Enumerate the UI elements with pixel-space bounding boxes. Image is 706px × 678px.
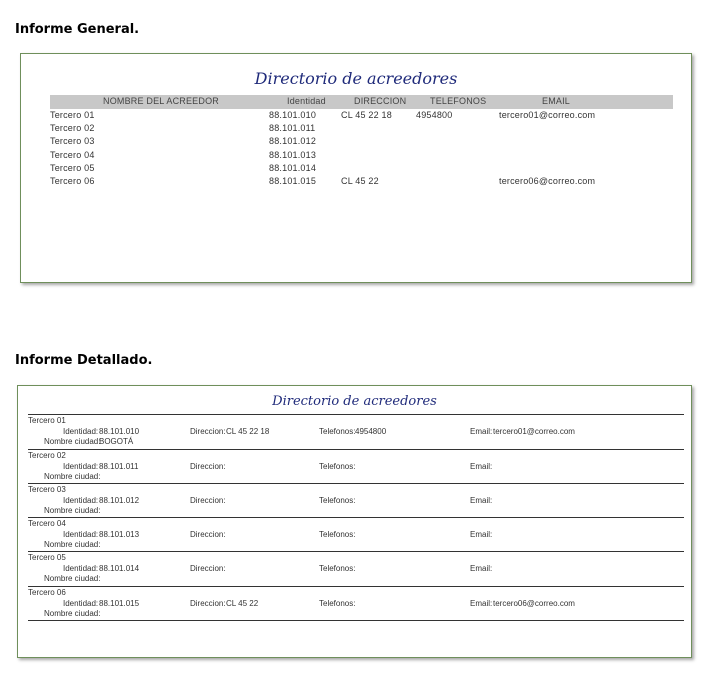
cell-phone: 4954800 — [416, 110, 453, 120]
email-label: Email: — [470, 599, 493, 608]
record-name: Tercero 01 — [28, 416, 66, 425]
cell-email: tercero06@correo.com — [499, 176, 596, 186]
identity-value: 88.101.014 — [99, 564, 140, 573]
cell-id: 88.101.012 — [269, 136, 317, 147]
address-label: Direccion: — [190, 530, 226, 539]
general-table-header — [50, 95, 673, 109]
column-header-phones: TELEFONOS — [430, 96, 487, 106]
cell-name: Tercero 04 — [50, 149, 95, 160]
table-row — [21, 176, 691, 189]
detail-record — [28, 483, 684, 518]
cell-name: Tercero 05 — [50, 162, 95, 173]
identity-label: Identidad: — [63, 599, 99, 608]
record-name: Tercero 06 — [28, 588, 66, 597]
record-name: Tercero 05 — [28, 553, 66, 562]
phone-value: 4954800 — [355, 427, 387, 436]
detail-report-heading: Directorio de acreedores — [272, 394, 437, 409]
address-label: Direccion: — [190, 462, 226, 471]
city-label: Nombre ciudad: — [44, 574, 101, 583]
email-label: Email: — [470, 496, 493, 505]
detail-record — [28, 517, 684, 552]
phone-label: Telefonos: — [319, 462, 356, 471]
cell-id: 88.101.011 — [269, 123, 316, 134]
cell-address: CL 45 22 — [341, 176, 379, 186]
cell-name: Tercero 06 — [50, 176, 95, 186]
address-value: CL 45 22 — [226, 599, 259, 608]
column-header-email: EMAIL — [542, 96, 571, 106]
address-label: Direccion: — [190, 427, 226, 436]
column-header-name: NOMBRE DEL ACREEDOR — [103, 96, 219, 106]
cell-id: 88.101.015 — [269, 176, 317, 186]
city-value: BOGOTÁ — [99, 437, 134, 446]
address-label: Direccion: — [190, 496, 226, 505]
general-report — [20, 53, 692, 283]
address-value: CL 45 22 18 — [226, 427, 270, 436]
email-label: Email: — [470, 462, 493, 471]
detail-bottom-rule — [28, 620, 684, 621]
detail-record — [28, 551, 684, 586]
column-header-identity: Identidad — [287, 96, 326, 106]
identity-label: Identidad: — [63, 496, 99, 505]
general-report-heading: Directorio de acreedores — [254, 69, 458, 88]
email-label: Email: — [470, 564, 493, 573]
cell-id: 88.101.010 — [269, 110, 317, 120]
detail-report — [17, 385, 692, 658]
detail-record — [28, 414, 684, 449]
identity-value: 88.101.015 — [99, 599, 140, 608]
detail-record — [28, 449, 684, 484]
general-report-title: Informe General. — [15, 22, 140, 37]
city-label: Nombre ciudad: — [44, 472, 101, 481]
table-row — [21, 123, 691, 136]
identity-label: Identidad: — [63, 530, 99, 539]
cell-name: Tercero 02 — [50, 123, 95, 134]
detail-report-title: Informe Detallado. — [15, 353, 153, 368]
record-name: Tercero 03 — [28, 485, 66, 494]
identity-value: 88.101.010 — [99, 427, 140, 436]
cell-id: 88.101.013 — [269, 149, 317, 160]
city-label: Nombre ciudad: — [44, 609, 101, 618]
column-header-address: DIRECCION — [354, 96, 407, 106]
phone-label: Telefonos: — [319, 599, 356, 608]
city-label: Nombre ciudad: — [44, 540, 101, 549]
table-row — [21, 110, 691, 123]
phone-label: Telefonos: — [319, 427, 356, 436]
cell-id: 88.101.014 — [269, 162, 317, 173]
identity-value: 88.101.011 — [99, 462, 139, 471]
table-row — [21, 163, 691, 176]
table-row — [21, 136, 691, 149]
cell-name: Tercero 01 — [50, 110, 95, 120]
phone-label: Telefonos: — [319, 496, 356, 505]
identity-label: Identidad: — [63, 462, 99, 471]
email-label: Email: — [470, 530, 493, 539]
city-label: Nombre ciudad: — [44, 437, 101, 446]
city-label: Nombre ciudad: — [44, 506, 101, 515]
identity-label: Identidad: — [63, 564, 99, 573]
record-name: Tercero 02 — [28, 451, 66, 460]
cell-name: Tercero 03 — [50, 136, 95, 147]
detail-record — [28, 586, 684, 621]
address-label: Direccion: — [190, 564, 226, 573]
identity-label: Identidad: — [63, 427, 99, 436]
email-label: Email: — [470, 427, 493, 436]
email-value: tercero01@correo.com — [493, 427, 575, 436]
record-name: Tercero 04 — [28, 519, 66, 528]
phone-label: Telefonos: — [319, 530, 356, 539]
cell-address: CL 45 22 18 — [341, 110, 392, 120]
table-row — [21, 150, 691, 163]
email-value: tercero06@correo.com — [493, 599, 575, 608]
phone-label: Telefonos: — [319, 564, 356, 573]
identity-value: 88.101.012 — [99, 496, 140, 505]
identity-value: 88.101.013 — [99, 530, 140, 539]
address-label: Direccion: — [190, 599, 226, 608]
cell-email: tercero01@correo.com — [499, 110, 596, 120]
